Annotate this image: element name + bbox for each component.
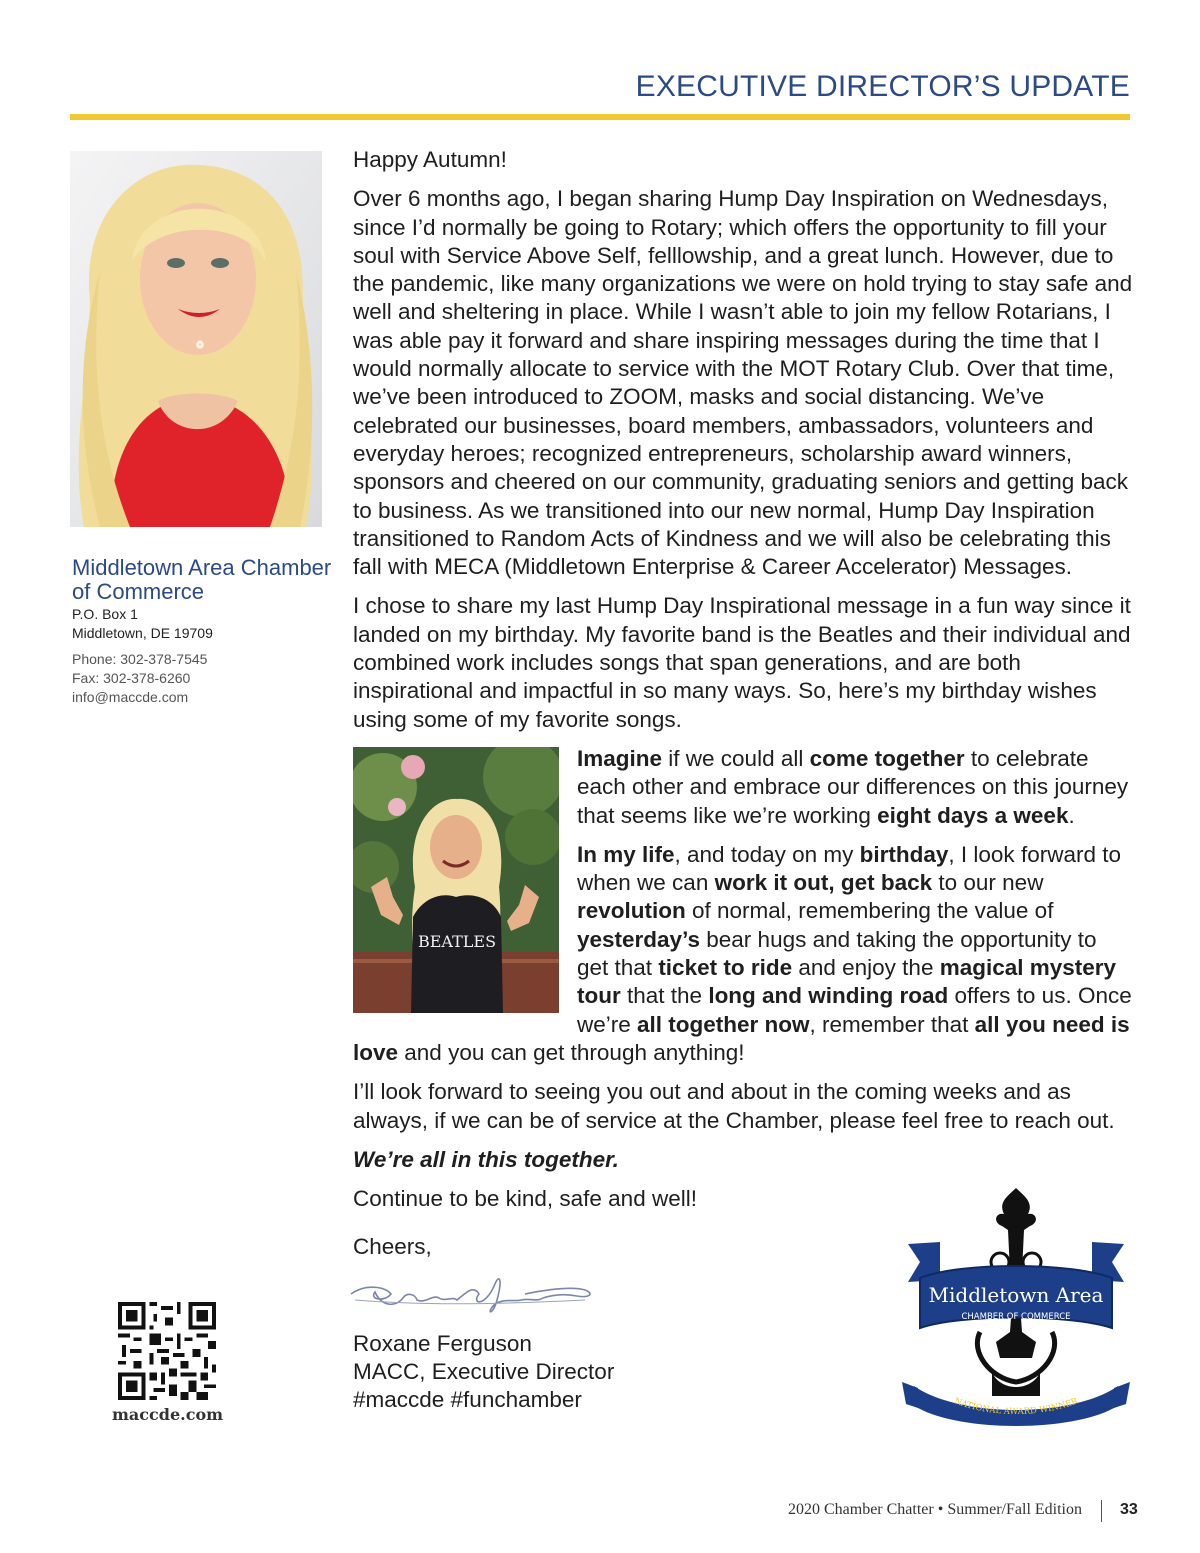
paragraph-5: I’ll look forward to seeing you out and about in the coming weeks and as always, if we can be of service at the Chamber, please feel free to reach out. [353,1079,1115,1133]
email-link[interactable]: info@maccde.com [72,689,189,705]
qr-code[interactable] [118,1302,216,1400]
contact-info [72,650,207,707]
emblem-title: Middletown Area [928,1283,1104,1307]
motto: We’re all in this together. [353,1146,619,1172]
org-name: Middletown Area Chamber of Commerce [72,555,332,604]
mailing-address [72,605,213,643]
paragraph-2: I chose to share my last Hump Day Inspirational message in a fun way since it landed on my birthday. My favorite band is the Beatles and their individual and combined work includes songs that span generations, and are both inspirational and impactful in so many ways. So, here’s my birthday wishes using some of my favorite songs. [353,593,1131,732]
signer-title: MACC, Executive Director [353,1358,615,1384]
footer-edition: 2020 Chamber Chatter • Summer/Fall Edition [787,1501,1082,1518]
song-paragraph-2: In my life, and today on my birthday, I look forward to when we can work it out, get back to our new revolution of normal, remembering the value of yesterday’s bear hugs and taking the opportunity to get that ticket to ride and enjoy the magical mystery tour that the long and winding road offers to us. Once we’re all together now, remember that all you need is love and you can get through anything! [353,841,1132,1065]
director-portrait-photo [70,151,322,527]
footer-divider [1101,1500,1102,1522]
hashtags: #maccde #funchamber [353,1386,582,1412]
svg-text:BEATLES: BEATLES [417,931,497,951]
address-line-2: Middletown, DE 19709 [72,625,213,641]
beatles-shirt-photo [353,747,559,1013]
phone-number: Phone: 302-378-7545 [72,651,208,667]
emblem-subtitle: CHAMBER OF COMMERCE [961,1312,1071,1322]
paragraph-6: Continue to be kind, safe and well! [353,1186,697,1212]
address-line-1: P.O. Box 1 [72,606,138,622]
header-rule [70,114,1130,120]
handwritten-signature [345,1264,603,1322]
emblem-ribbon-text: NATIONAL AWARD WINNER [952,1396,1080,1418]
song-paragraph-1: Imagine if we could all come together to celebrate each other and embrace our differences on this journey that seems like we’re working eight days a week. [577,745,1129,828]
page-section-title: EXECUTIVE DIRECTOR’S UPDATE [635,70,1130,103]
fax-number: Fax: 302-378-6260 [72,670,191,686]
closing: Cheers, [353,1234,432,1260]
website-caption[interactable]: maccde.com [112,1405,224,1424]
page-number: 33 [1120,1501,1138,1518]
greeting: Happy Autumn! [353,147,507,172]
paragraph-1: Over 6 months ago, I began sharing Hump Day Inspiration on Wednesdays, since I’d normally be going to Rotary; which offers the opportunity to fill your soul with Service Above Self, felllowship, and a great lunch. However, due to the pandemic, like many organizations we were on hold trying to stay safe and well and sheltering in place. While I wasn’t able to join my fellow Rotarians, I was able pay it forward and share inspiring messages during the time that I would normally allocate to service with the MOT Rotary Club. Over that time, we’ve been introduced to ZOOM, masks and social distancing. We’ve celebrated our businesses, board members, ambassadors, volunteers and everyday heroes; recognized entrepreneurs, scholarship award winners, sponsors and cheered on our community, graduating seniors and getting back to business. As we transitioned into our new normal, Hump Day Inspiration transitioned to Random Acts of Kindness and we will also be celebrating this fall with MECA (Middletown Enterprise & Career Accelerator) Messages. [353,186,1133,580]
chamber-emblem-logo [900,1182,1132,1430]
signer-name: Roxane Ferguson [353,1330,532,1356]
